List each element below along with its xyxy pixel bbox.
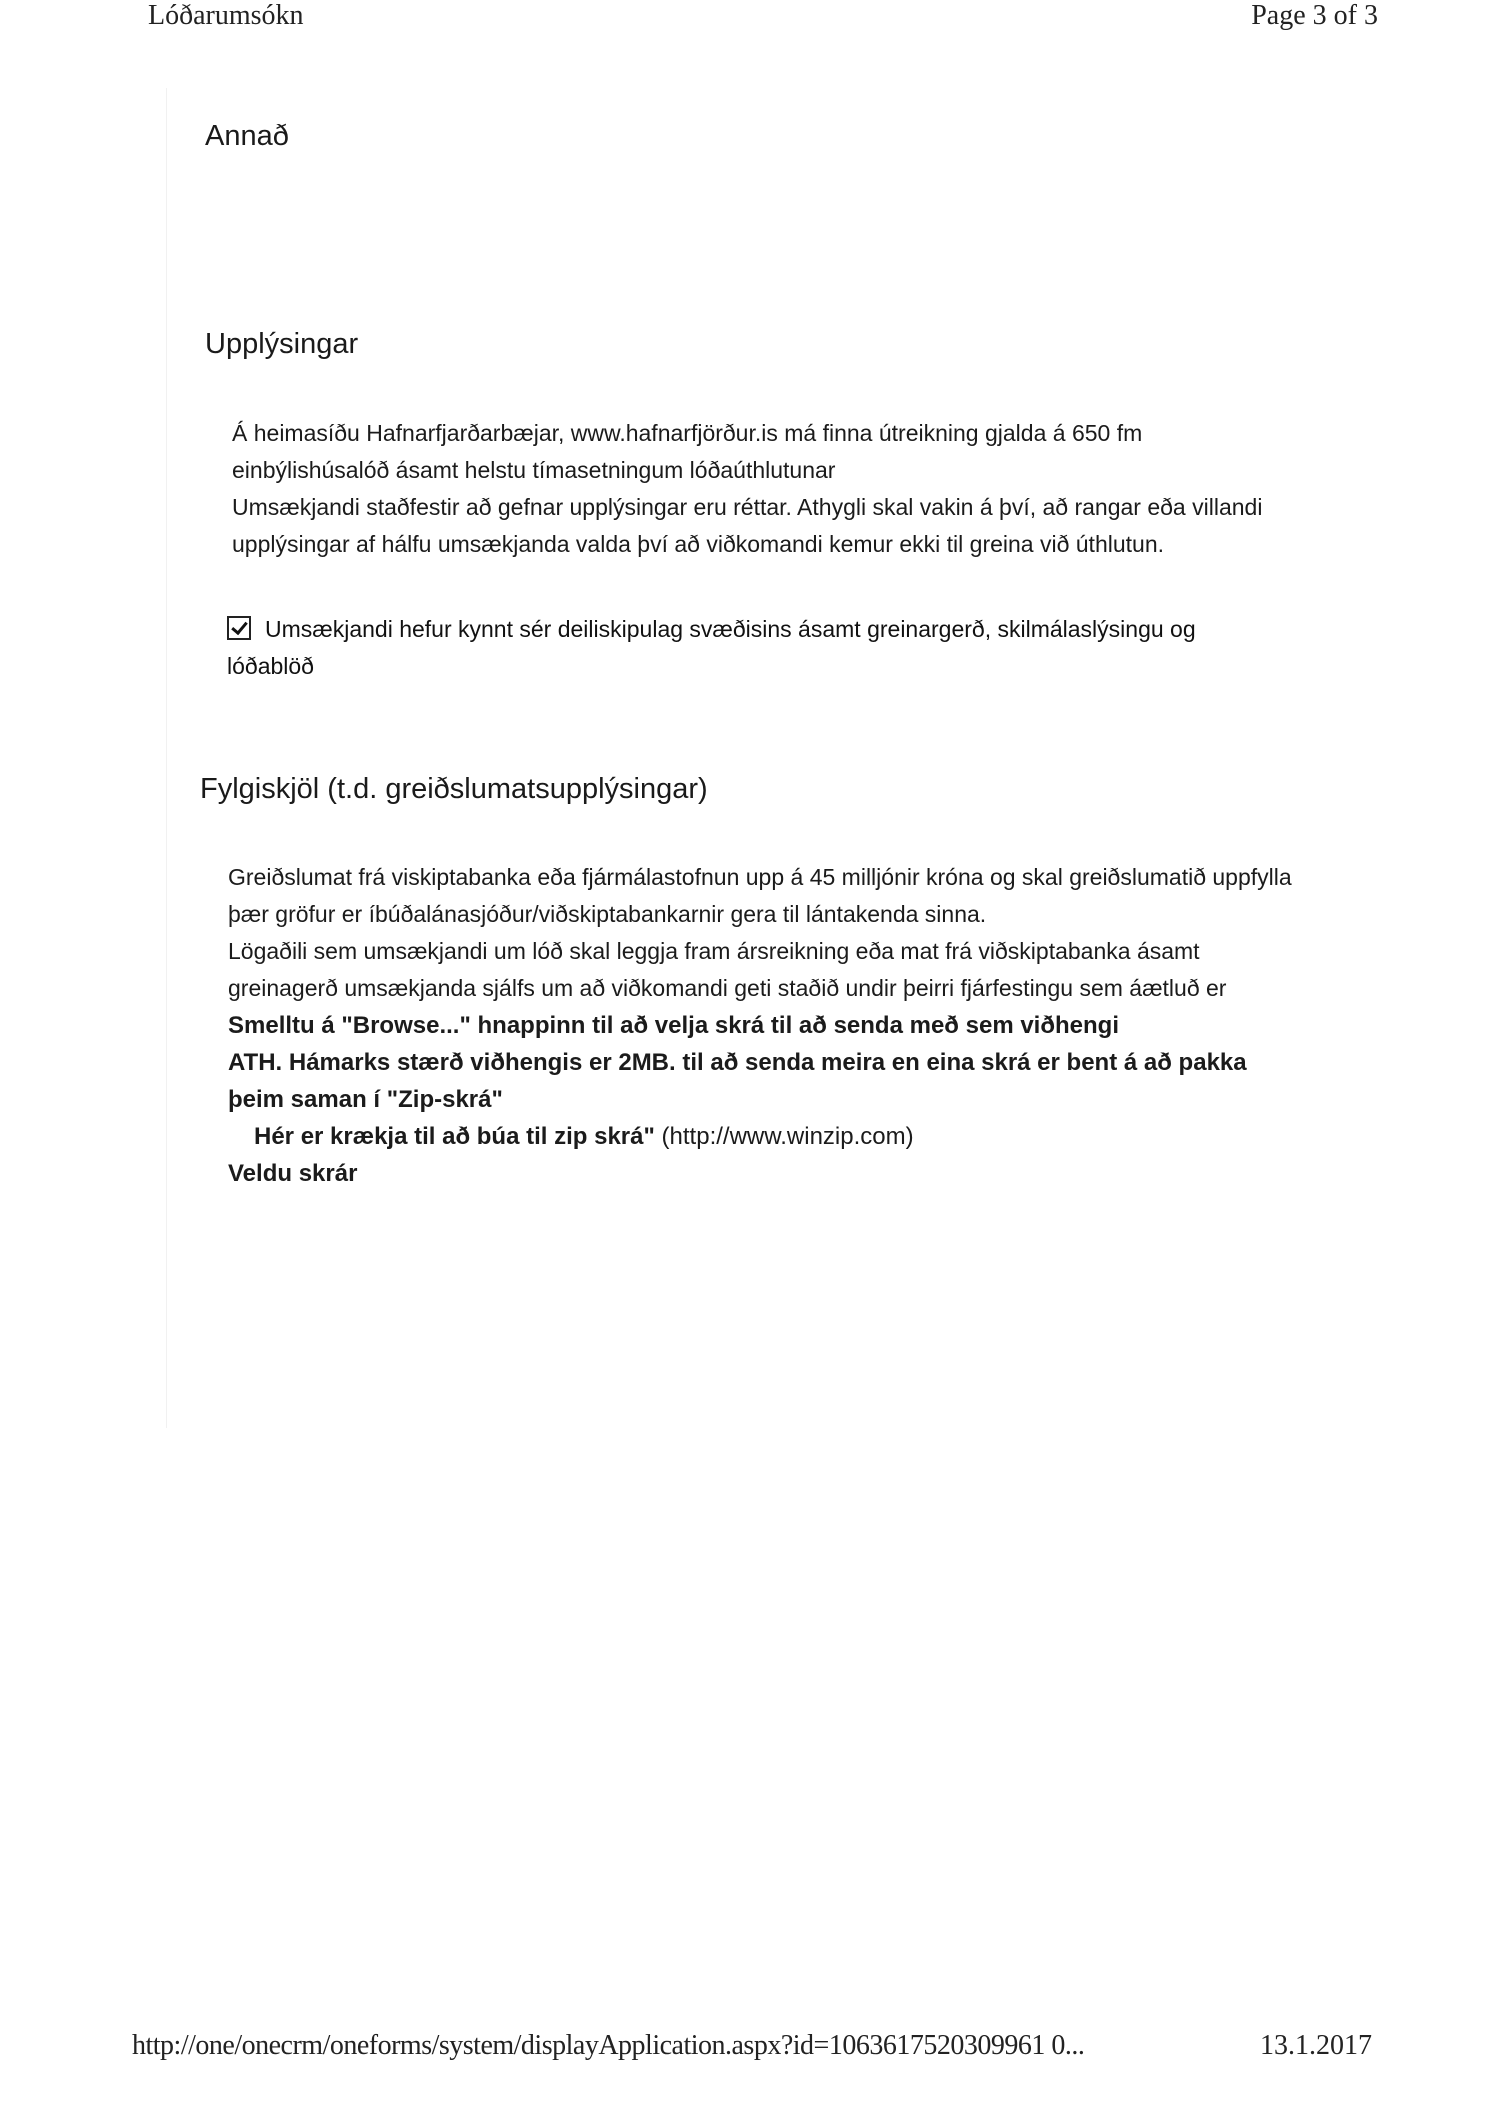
footer-url: http://one/onecrm/oneforms/system/displayApplication.aspx?id=1063617520309961 0... (132, 2030, 1085, 2061)
upplysingar-paragraph-2: Umsækjandi staðfestir að gefnar upplýsingar eru réttar. Athygli skal vakin á því, að rangar eða villandi upplýsingar af hálfu umsækjanda valda því að viðkomandi kemur ekki til greina við úthlutun. (232, 494, 1263, 557)
document-title: Lóðarumsókn (148, 0, 304, 31)
section-title-annad: Annað (205, 120, 289, 152)
page-indicator: Page 3 of 3 (1251, 0, 1378, 31)
browse-instruction: Smelltu á "Browse..." hnappinn til að velja skrá til að senda með sem viðhengi (228, 1012, 1119, 1039)
fylgiskjol-text (228, 859, 1308, 1192)
footer-date: 13.1.2017 (1260, 2030, 1372, 2061)
section-title-upplysingar: Upplýsingar (205, 328, 359, 360)
terms-checkbox-row[interactable] (227, 611, 1277, 685)
attachment-size-note: ATH. Hámarks stærð viðhengis er 2MB. til að senda meira en eina skrá er bent á að pakka þeim saman í "Zip-skrá" (228, 1049, 1247, 1113)
fylgiskjol-paragraph-2: Lögaðili sem umsækjandi um lóð skal leggja fram ársreikning eða mat frá viðskiptabanka ásamt greinagerð umsækjanda sjálfs um að viðkomandi geti staðið undir þeirri fjárfestingu sem áætluð er (228, 938, 1227, 1001)
select-files-label[interactable]: Veldu skrár (228, 1160, 358, 1187)
terms-checkbox-label: Umsækjandi hefur kynnt sér deiliskipulag svæðisins ásamt greinargerð, skilmálaslýsingu og lóðablöð (227, 616, 1196, 679)
print-footer (132, 2030, 1372, 2062)
upplysingar-text (232, 415, 1292, 563)
zip-line (228, 1118, 1308, 1155)
winzip-link[interactable]: (http://www.winzip.com) (654, 1123, 914, 1150)
fylgiskjol-paragraph-1: Greiðslumat frá viskiptabanka eða fjármálastofnun upp á 45 milljónir króna og skal greiðslumatið uppfylla þær gröfur er íbúðalánasjóður/viðskiptabankarnir gera til lántakenda sinna. (228, 864, 1292, 927)
section-title-fylgiskjol: Fylgiskjöl (t.d. greiðslumatsupplýsingar) (200, 773, 708, 805)
upplysingar-paragraph-1: Á heimasíðu Hafnarfjarðarbæjar, www.hafnarfjörður.is má finna útreikning gjalda á 650 fm einbýlishúsalóð ásamt helstu tímasetningum lóðaúthlutunar (232, 420, 1143, 483)
zip-text: Hér er krækja til að búa til zip skrá" (254, 1123, 655, 1150)
terms-checkbox[interactable] (227, 616, 251, 640)
form-panel (166, 88, 1357, 1428)
